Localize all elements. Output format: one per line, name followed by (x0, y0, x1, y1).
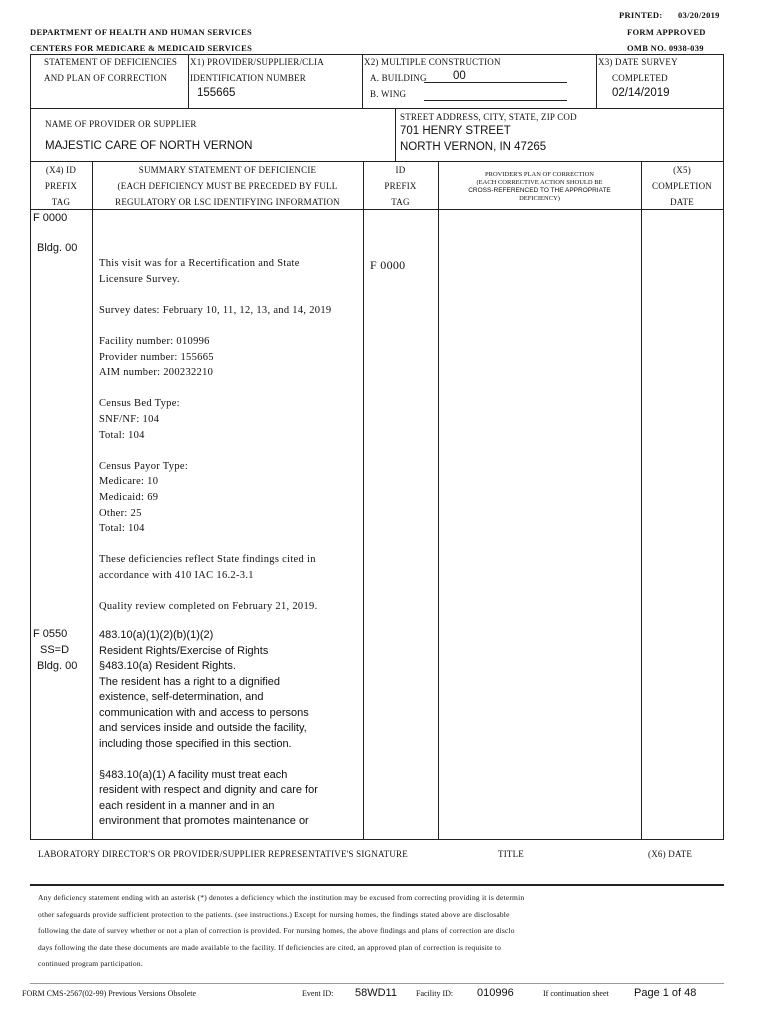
summary-intro-line: Other: 25 (99, 507, 142, 519)
summary-header-3: REGULATORY OR LSC IDENTIFYING INFORMATION (115, 197, 340, 207)
x1-label-2: IDENTIFICATION NUMBER (190, 73, 306, 83)
footnote-line: continued program participation. (38, 959, 143, 968)
x5-header-2: COMPLETION (652, 181, 712, 191)
summary-f0550-line: Resident Rights/Exercise of Rights (99, 644, 269, 657)
page-number: Page 1 of 48 (634, 987, 697, 999)
summary-intro-line: Licensure Survey. (99, 273, 180, 285)
x2-label: X2) MULTIPLE CONSTRUCTION (364, 57, 501, 67)
tag-bldg-00: Bldg. 00 (37, 242, 78, 254)
form-approved: FORM APPROVED (627, 27, 706, 37)
summary-text-intro (99, 256, 361, 615)
summary-intro-line: Total: 104 (99, 429, 145, 441)
footnote-line: following the date of survey whether or not a plan of correction is provided. For nursing homes, the above findings and plans of correction are disclo (38, 926, 515, 935)
tag-bldg-00-second: Bldg. 00 (37, 660, 78, 672)
summary-intro-line: Medicaid: 69 (99, 491, 159, 503)
x4-header-2: PREFIX (44, 181, 78, 191)
footnote-line: Any deficiency statement ending with an asterisk (*) denotes a deficiency which the institution may be excused from correcting providing it is determin (38, 893, 525, 902)
summary-f0550-line: 483.10(a)(1)(2)(b)(1)(2) (99, 629, 214, 641)
summary-intro-line: SNF/NF: 104 (99, 413, 160, 425)
summary-intro-line (99, 381, 361, 397)
summary-intro-line: Medicare: 10 (99, 476, 159, 488)
summary-intro-line: Total: 104 (99, 523, 145, 535)
plan-header-2: (EACH CORRECTIVE ACTION SHOULD BE (476, 179, 603, 186)
summary-intro-line: Facility number: 010996 (99, 335, 210, 347)
id-header-1: ID (395, 165, 406, 175)
footnote-line: days following the date these documents are made available to the facility. If deficiencies are cited, an approved plan of correction is requisite to (38, 942, 502, 952)
statement-label-2: AND PLAN OF CORRECTION (44, 73, 168, 83)
plan-header-3: CROSS-REFERENCED TO THE APPROPRIATE (468, 187, 611, 194)
building-label: A. BUILDING (370, 73, 427, 83)
centers-title: CENTERS FOR MEDICARE & MEDICAID SERVICES (30, 43, 253, 53)
address-line-2: NORTH VERNON, IN 47265 (400, 141, 547, 153)
summary-intro-line: AIM number: 200232210 (99, 367, 214, 379)
tag-f0000: F 0000 (33, 212, 68, 224)
address-line-1: 701 HENRY STREET (400, 125, 511, 137)
event-id-label: Event ID: (302, 989, 334, 998)
x3-label-1: X3) DATE SURVEY (598, 57, 678, 67)
id-prefix-f0000: F 0000 (370, 258, 406, 272)
tag-f0550: F 0550 (33, 628, 68, 640)
summary-intro-line: Census Bed Type: (99, 398, 180, 410)
building-value: 00 (453, 70, 466, 82)
summary-intro-line (99, 318, 361, 334)
lab-director-label: LABORATORY DIRECTOR'S OR PROVIDER/SUPPLIER REPRESENTATIVE'S SIGNATURE (38, 849, 408, 859)
title-label: TITLE (498, 849, 524, 859)
summary-intro-line: Survey dates: February 10, 11, 12, 13, and 14, 2019 (99, 304, 332, 316)
summary-f0550-line: each resident in a manner and in an (99, 799, 275, 812)
omb-number: OMB NO. 0938-039 (627, 43, 704, 53)
tag-ss-d: SS=D (40, 644, 70, 656)
facility-id-label: Facility ID: (416, 989, 454, 998)
summary-f0550-line: §483.10(a) Resident Rights. (99, 660, 236, 672)
summary-f0550-line: communication with and access to persons (99, 706, 309, 719)
plan-header-4: DEFICIENCY) (519, 195, 560, 202)
summary-f0550-line: existence, self-determination, and (99, 691, 264, 703)
event-id-value: 58WD11 (355, 987, 397, 999)
summary-f0550-line: including those specified in this section. (99, 737, 292, 750)
summary-intro-line: Census Payor Type: (99, 460, 189, 472)
summary-f0550-line: §483.10(a)(1) A facility must treat each (99, 768, 288, 781)
summary-header-1: SUMMARY STATEMENT OF DEFICIENCIE (138, 165, 317, 175)
summary-text-f0550 (99, 628, 361, 830)
statement-label-1: STATEMENT OF DEFICIENCIES (44, 57, 178, 67)
printed-date: 03/20/2019 (678, 10, 720, 20)
footnote-line: other safeguards provide sufficient protection to the patients. (see instructions.) Except for nursing homes, the findings stated above are disclosable (38, 909, 510, 919)
address-label: STREET ADDRESS, CITY, STATE, ZIP COD (400, 112, 577, 122)
summary-intro-line (99, 287, 361, 303)
summary-f0550-line: and services inside and outside the facility, (99, 722, 307, 734)
provider-id-value: 155665 (197, 87, 236, 99)
continuation-label: If continuation sheet (543, 989, 609, 998)
summary-intro-line (99, 583, 361, 599)
summary-intro-line: These deficiencies reflect State findings cited in (99, 554, 316, 566)
facility-id-value: 010996 (477, 987, 514, 999)
provider-name-value: MAJESTIC CARE OF NORTH VERNON (45, 140, 253, 152)
x5-header-1: (X5) (673, 165, 691, 175)
x4-header-3: TAG (51, 197, 71, 207)
summary-intro-line: This visit was for a Recertification and State (99, 258, 300, 269)
id-header-3: TAG (391, 197, 410, 207)
summary-f0550-line: environment that promotes maintenance or (99, 815, 309, 827)
wing-label: B. WING (370, 89, 407, 99)
summary-header-2: (EACH DEFICIENCY MUST BE PRECEDED BY FULL (117, 181, 338, 191)
survey-date-value: 02/14/2019 (612, 87, 670, 99)
x4-header-1: (X4) ID (45, 165, 77, 175)
id-header-2: PREFIX (384, 181, 417, 191)
printed-label: PRINTED: (619, 10, 663, 20)
summary-f0550-line: The resident has a right to a dignified (99, 675, 281, 688)
summary-intro-line: accordance with 410 IAC 16.2-3.1 (99, 569, 254, 581)
footnote (38, 890, 728, 973)
x5-header-3: DATE (670, 197, 694, 207)
x1-label-1: X1) PROVIDER/SUPPLIER/CLIA (190, 57, 324, 67)
summary-intro-line (99, 537, 361, 553)
plan-header-1: PROVIDER'S PLAN OF CORRECTION (485, 171, 594, 178)
summary-intro-line: Provider number: 155665 (99, 351, 214, 363)
provider-name-label: NAME OF PROVIDER OR SUPPLIER (45, 119, 197, 129)
x3-label-2: COMPLETED (612, 73, 668, 83)
summary-intro-line: Quality review completed on February 21, 2019. (99, 601, 318, 613)
form-number: FORM CMS-2567(02-99) Previous Versions Obsolete (22, 989, 197, 998)
summary-intro-line (99, 443, 361, 459)
summary-f0550-line: resident with respect and dignity and care for (99, 784, 318, 796)
dept-title: DEPARTMENT OF HEALTH AND HUMAN SERVICES (30, 27, 252, 37)
summary-f0550-line (99, 752, 361, 768)
x6-date-label: (X6) DATE (648, 849, 693, 859)
